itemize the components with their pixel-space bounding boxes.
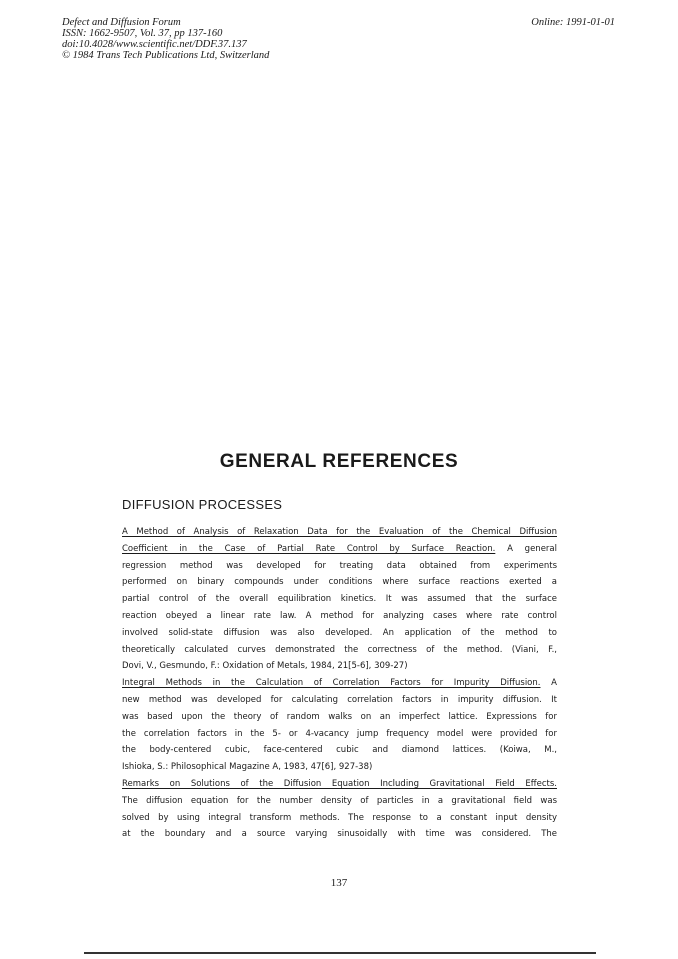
page-title: GENERAL REFERENCES	[219, 451, 459, 472]
reference-title-line: Coefficient in the Case of Partial Rate Control by Surface Reaction. A general	[122, 543, 557, 554]
online-date: Online: 1991-01-01	[531, 17, 615, 28]
reference-text-line: regression method was developed for treating data obtained from experiments	[122, 560, 557, 571]
reference-text-line: solved by using integral transform methods. The response to a constant input density	[122, 812, 557, 823]
reference-text-line: the body-centered cubic, face-centered cubic and diamond lattices. (Koiwa, M.,	[122, 745, 557, 756]
page-number: 137	[330, 877, 348, 889]
journal-header	[62, 17, 269, 61]
reference-text-line: was based upon the theory of random walks on an imperfect lattice. Expressions for	[122, 711, 557, 722]
journal-name: Defect and Diffusion Forum	[62, 17, 181, 28]
reference-text-line: new method was developed for calculating correlation factors in impurity diffusion. It	[122, 694, 557, 705]
reference-text-line: involved solid-state diffusion was also developed. An application of the method to	[122, 627, 557, 638]
reference-text-line: the correlation factors in the 5- or 4-vacancy jump frequency model were provided for	[122, 728, 557, 739]
reference-text-line: performed on binary compounds under conditions where surface reactions exerted a	[122, 577, 557, 588]
doi-line: doi:10.4028/www.scientific.net/DDF.37.137	[62, 39, 247, 50]
reference-title-line: Integral Methods in the Calculation of Correlation Factors for Impurity Diffusion. A	[122, 678, 557, 689]
issn-line: ISSN: 1662-9507, Vol. 37, pp 137-160	[62, 28, 223, 39]
reference-text-line: reaction obeyed a linear rate law. A method for analyzing cases where rate control	[122, 610, 557, 621]
reference-text-line: The diffusion equation for the number density of particles in a gravitational field was	[122, 795, 557, 806]
reference-title-line: Remarks on Solutions of the Diffusion Equation Including Gravitational Field Effects.	[122, 778, 557, 789]
reference-text-line: Ishioka, S.: Philosophical Magazine A, 1983, 47[6], 927-38)	[122, 762, 373, 773]
reference-text-line: theoretically calculated curves demonstrated the correctness of the method. (Viani, F.,	[122, 644, 557, 655]
section-heading: DIFFUSION PROCESSES	[122, 497, 283, 512]
footer-rule	[84, 952, 596, 954]
copyright-line: © 1984 Trans Tech Publications Ltd, Switzerland	[62, 50, 270, 61]
references-body	[122, 524, 557, 843]
reference-text-line: partial control of the overall equilibration kinetics. It was assumed that the surface	[122, 594, 557, 605]
reference-title-line: A Method of Analysis of Relaxation Data for the Evaluation of the Chemical Diffusion	[122, 527, 557, 537]
reference-text-line: Dovi, V., Gesmundo, F.: Oxidation of Metals, 1984, 21[5-6], 309-27)	[122, 661, 408, 672]
reference-text-line: at the boundary and a source varying sinusoidally with time was considered. The	[122, 829, 557, 840]
